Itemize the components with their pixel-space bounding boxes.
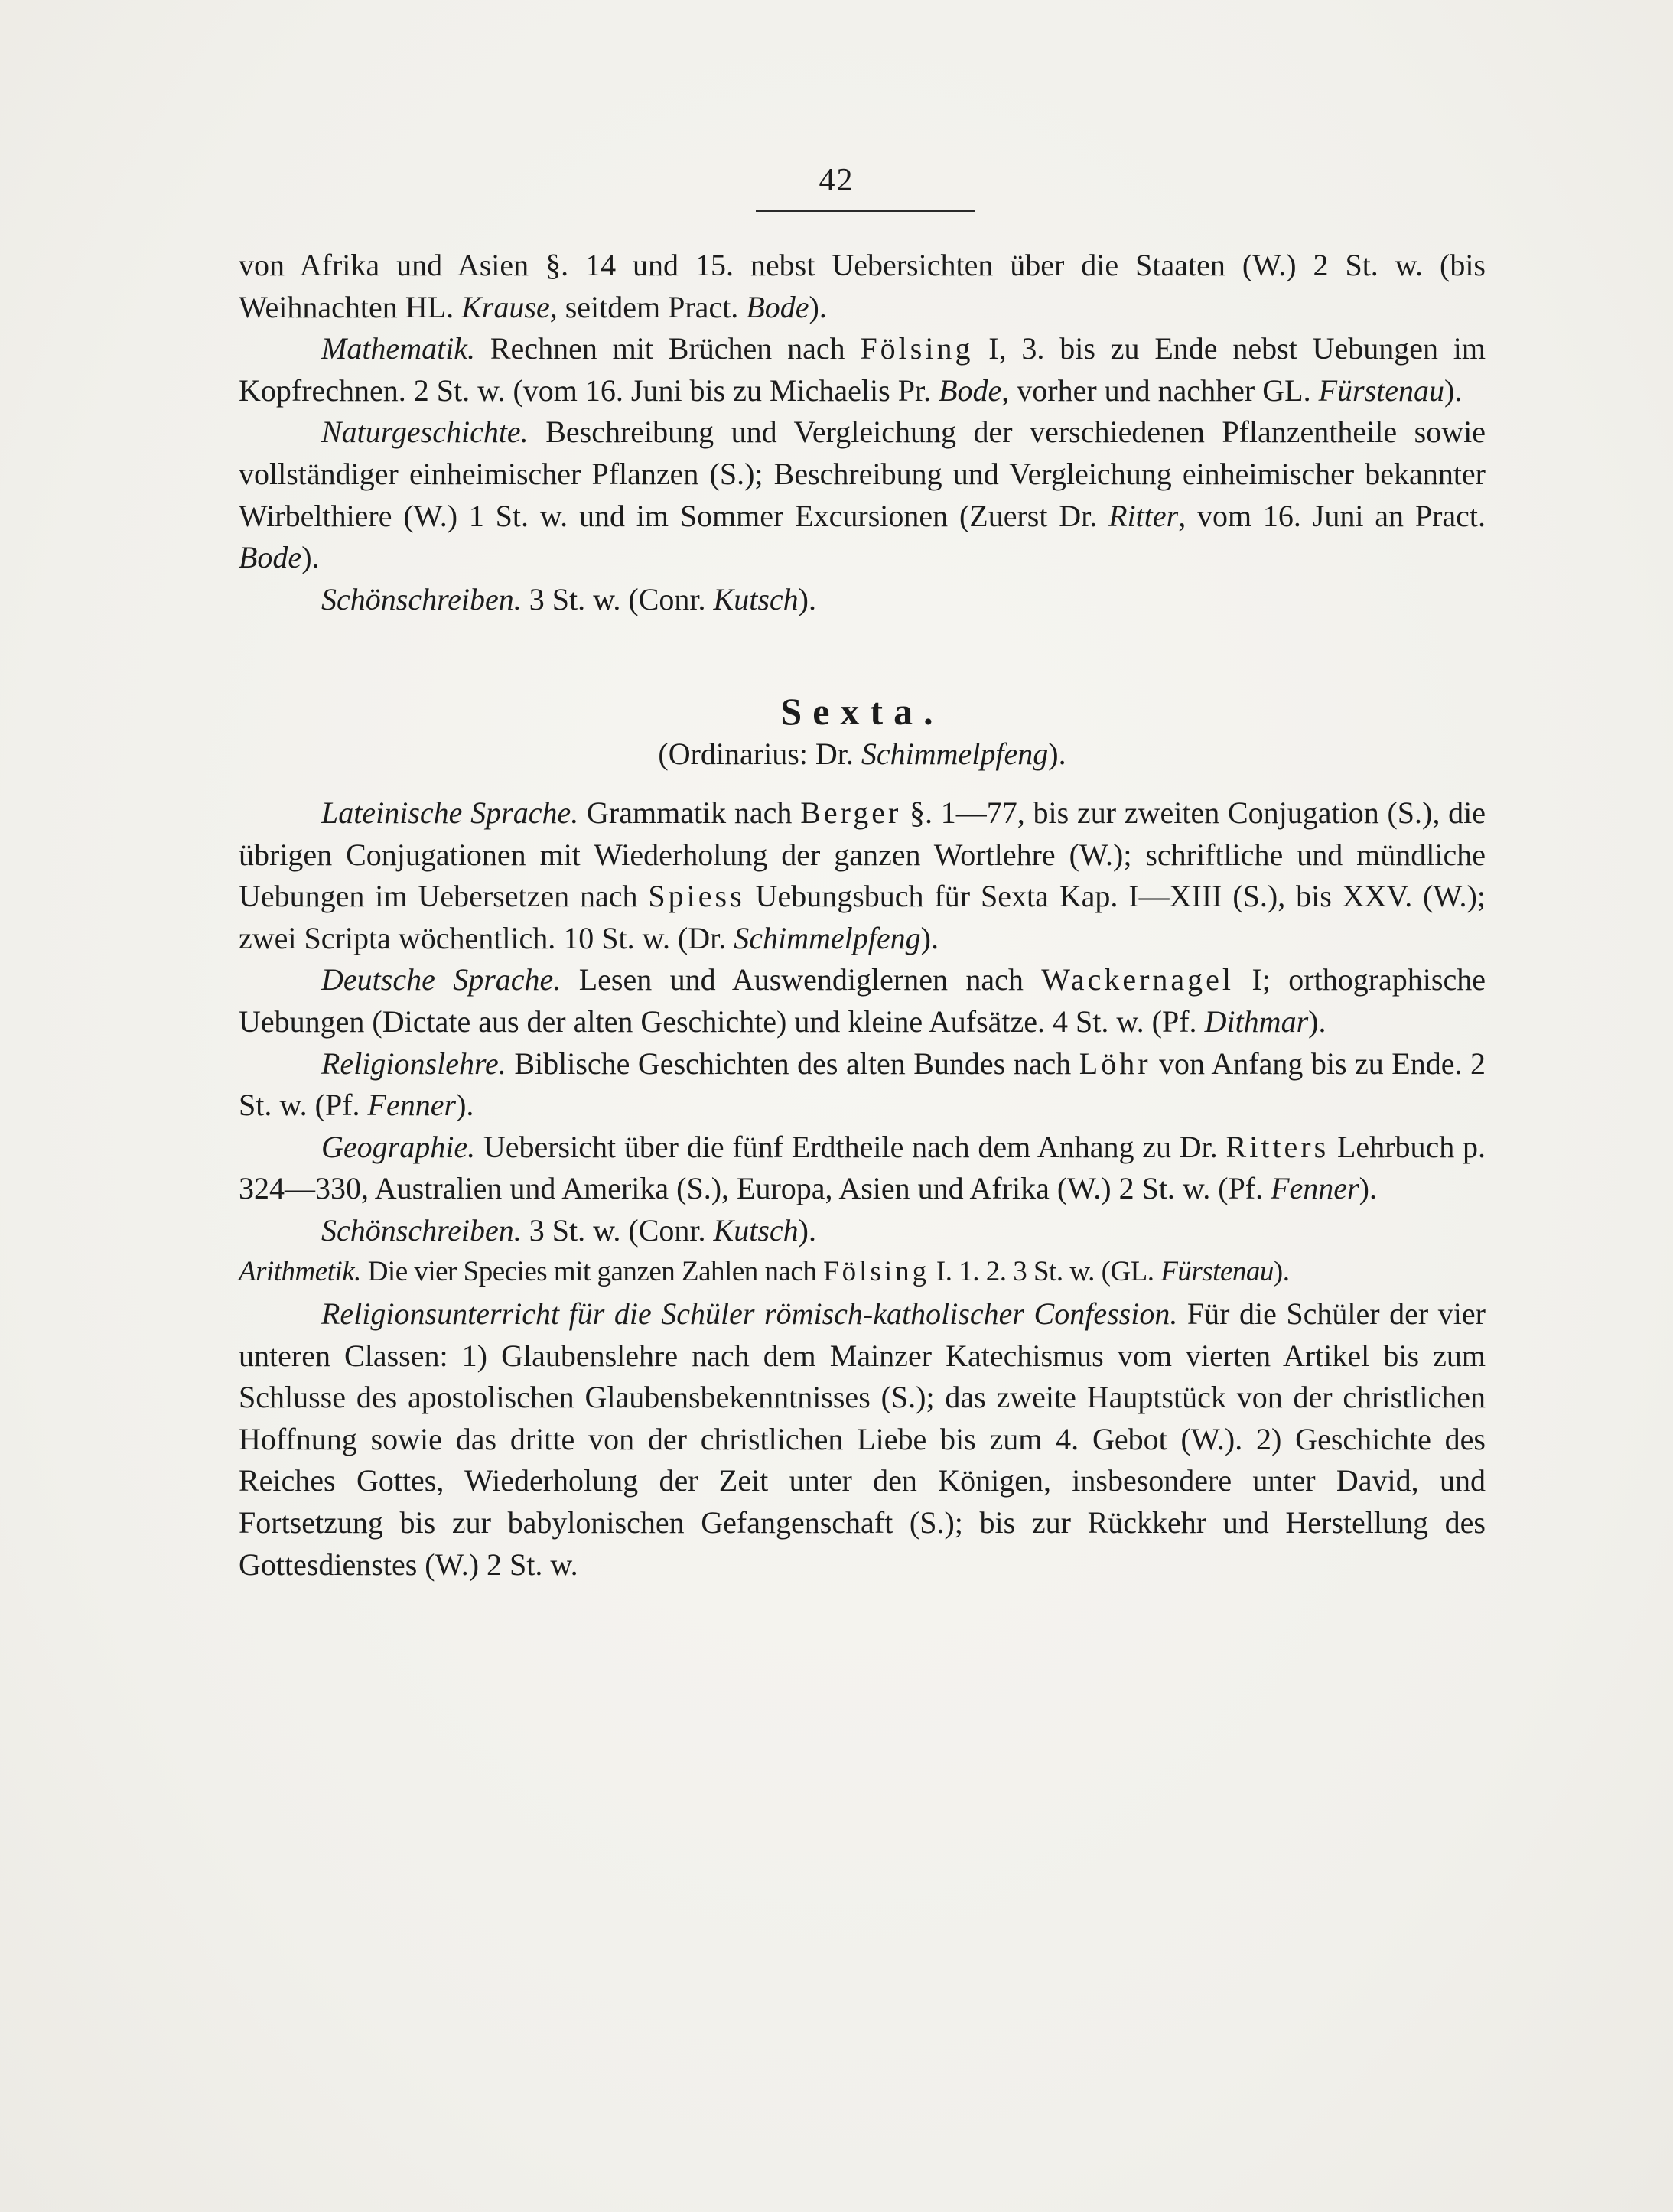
subject-heading: Bode: [746, 289, 809, 324]
subject-heading: Mathematik.: [321, 331, 476, 366]
text-run: Uebungsbuch für Sexta Kap. I—XIII (S.), bis XXV. (W.); zwei Scripta wöchentlich. 10 St. w. (Dr.: [239, 879, 1486, 955]
text-run: I. 1. 2. 3 St. w. (GL.: [929, 1256, 1161, 1288]
page-number: 42: [819, 163, 854, 198]
subject-heading: Fürstenau: [1160, 1256, 1274, 1288]
subject-heading: Fenner: [1271, 1171, 1359, 1206]
curriculum-section-previous: [239, 245, 1486, 620]
author-name: Fölsing: [823, 1256, 930, 1288]
subject-heading: Dithmar: [1204, 1004, 1309, 1039]
author-name: Fölsing: [860, 331, 974, 366]
paragraph: [239, 411, 1486, 578]
author-name: Ritters: [1225, 1129, 1330, 1164]
text-run: Beschreibung und Vergleichung der verschiedenen Pflanzentheile sowie vollständiger einheimischer Pflanzen (S.); Beschreibung und Vergleichung einheimischer bekannter Wirbelthiere (W.) 1 St. w. und im Sommer Excursionen (Zuerst Dr.: [239, 415, 1486, 533]
paragraph: [239, 792, 1486, 959]
author-name: Wackernagel: [1041, 962, 1235, 997]
subject-heading: Schönschreiben.: [321, 1212, 522, 1248]
text-run: ).: [1308, 1004, 1326, 1039]
text-run: ).: [301, 540, 320, 575]
text-run: von Afrika und Asien §. 14 und 15. nebst Uebersichten über die Staaten (W.) 2 St. w. (bis Weihnachten HL.: [239, 248, 1486, 324]
author-name: Spiess: [648, 879, 745, 914]
subject-heading: Fürstenau: [1318, 372, 1444, 408]
paragraph: [239, 579, 1486, 621]
header-rule: [756, 210, 975, 212]
subject-heading: Kutsch: [713, 581, 799, 616]
subject-heading: Kutsch: [713, 1212, 799, 1248]
text-run: Lehrbuch p. 324—330, Australien und Amerika (S.), Europa, Asien und Afrika (W.) 2 St. w. (Pf.: [239, 1129, 1486, 1206]
subtitle-teacher: Schimmelpfeng: [861, 737, 1049, 772]
paragraph: [239, 959, 1486, 1043]
paragraph: [239, 1293, 1486, 1586]
text-run: Uebersicht über die fünf Erdtheile nach dem Anhang zu Dr.: [475, 1129, 1226, 1164]
author-name: Löhr: [1079, 1046, 1151, 1081]
text-run: ).: [1359, 1171, 1377, 1206]
text-run: von Anfang bis zu Ende. 2 St. w. (Pf.: [239, 1046, 1486, 1123]
text-run: , vorher und nachher GL.: [1001, 372, 1319, 408]
text-run: §. 1—77, bis zur zweiten Conjugation (S.), die übrigen Conjugationen mit Wiederholung der ganzen Wortlehre (W.); schriftliche und mündliche Uebungen im Uebersetzen nach: [239, 795, 1486, 914]
text-run: , seitdem Pract.: [549, 289, 747, 324]
text-run: ).: [809, 289, 827, 324]
author-name: Berger: [800, 795, 902, 830]
paragraph: [239, 1127, 1486, 1210]
text-run: , vom 16. Juni an Pract.: [1178, 498, 1486, 533]
text-run: Grammatik nach: [578, 795, 801, 830]
text-run: I; orthographische Uebungen (Dictate aus der alten Geschichte) und kleine Aufsätze. 4 St. w. (Pf.: [239, 962, 1486, 1039]
section-title: Sexta.: [780, 690, 944, 734]
text-run: Biblische Geschichten des alten Bundes nach: [506, 1046, 1079, 1081]
text-run: ).: [920, 920, 939, 955]
text-run: Für die Schüler der vier unteren Classen: 1) Glaubenslehre nach dem Mainzer Katechismus vom vierten Artikel bis zum Schlusse des apostolischen Glaubensbekenntnisses (S.); das zweite Hauptstück von der christlichen Hoffnung sowie das dritte von der christlichen Liebe bis zum 4. Gebot (W.). 2) Geschichte des Reiches Gottes, Wiederholung der Zeit unter den Königen, insbesondere unter David, und Fortsetzung bis zur babylonischen Gefangenschaft (S.); bis zur Rückkehr und Herstellung des Gottesdienstes (W.) 2 St. w.: [239, 1296, 1486, 1582]
text-run: ).: [456, 1088, 474, 1123]
subject-heading: Fenner: [367, 1088, 457, 1123]
text-run: ).: [1444, 372, 1463, 408]
subject-heading: Religionsunterricht für die Schüler römisch-katholischer Confession.: [321, 1296, 1178, 1332]
subject-heading: Deutsche Sprache.: [321, 962, 561, 997]
paragraph: [239, 245, 1486, 328]
page-body: [239, 245, 1486, 1586]
paragraph: [239, 1043, 1486, 1127]
section-subtitle: [239, 734, 1486, 776]
text-run: Die vier Species mit ganzen Zahlen nach: [360, 1256, 824, 1288]
subject-heading: Religionslehre.: [321, 1046, 506, 1081]
subject-heading: Naturgeschichte.: [321, 415, 529, 450]
subject-heading: Ritter: [1108, 498, 1179, 533]
text-run: Lesen und Auswendiglernen nach: [561, 962, 1042, 997]
subject-heading: Arithmetik.: [239, 1256, 361, 1288]
subtitle-prefix: (Ordinarius: Dr.: [658, 737, 861, 772]
text-run: 3 St. w. (Conr.: [521, 581, 714, 616]
text-run: ).: [798, 1212, 816, 1248]
subject-heading: Bode: [239, 540, 302, 575]
paragraph: [239, 1251, 1486, 1293]
text-run: ).: [1273, 1256, 1290, 1288]
subject-heading: Geographie.: [321, 1129, 476, 1164]
subject-heading: Krause: [461, 289, 550, 324]
curriculum-section-sexta: [239, 792, 1486, 1586]
text-run: Rechnen mit Brüchen nach: [475, 331, 861, 366]
text-run: 3 St. w. (Conr.: [521, 1212, 714, 1248]
subtitle-suffix: ).: [1048, 737, 1066, 772]
subject-heading: Lateinische Sprache.: [321, 795, 579, 830]
paragraph: [239, 1210, 1486, 1252]
paragraph: [239, 328, 1486, 411]
subject-heading: Schönschreiben.: [321, 581, 522, 616]
subject-heading: Schimmelpfeng: [734, 920, 921, 955]
subject-heading: Bode: [939, 372, 1002, 408]
text-run: I, 3. bis zu Ende nebst Uebungen im Kopfrechnen. 2 St. w. (vom 16. Juni bis zu Michaelis Pr.: [239, 331, 1486, 408]
text-run: ).: [798, 581, 816, 616]
